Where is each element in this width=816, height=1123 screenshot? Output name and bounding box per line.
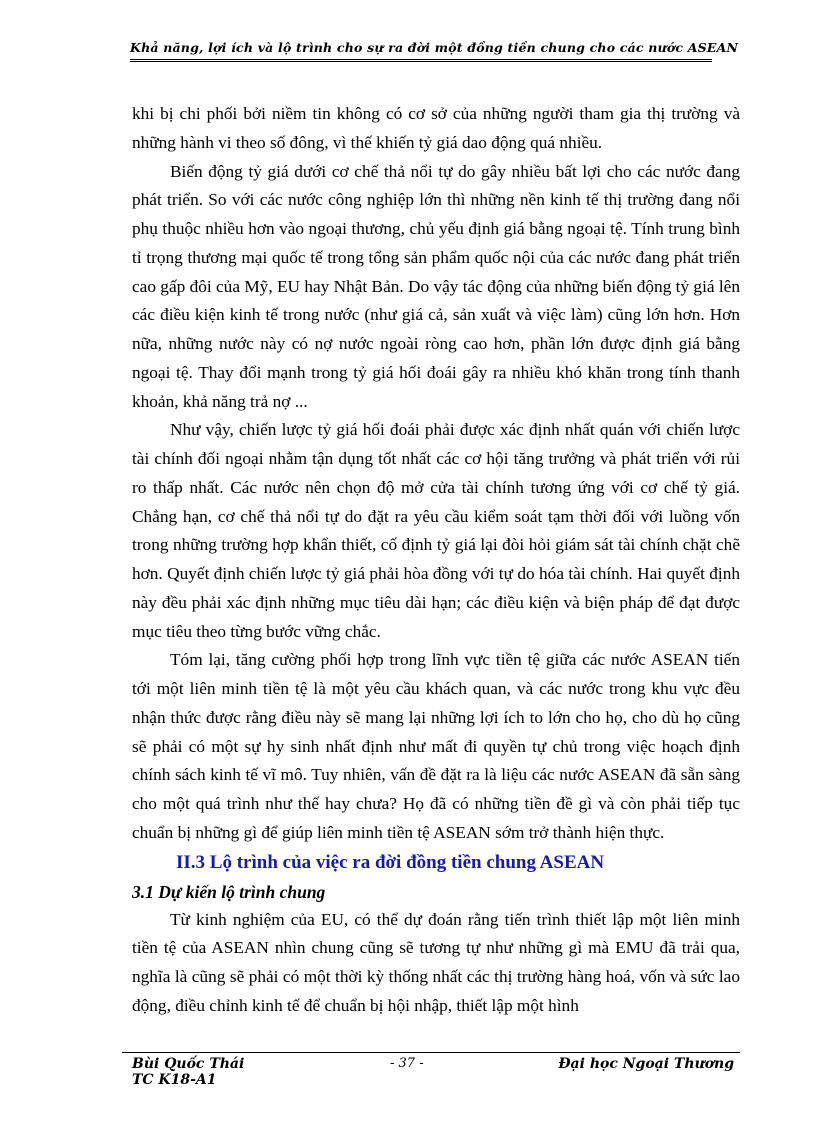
- document-body: [132, 100, 740, 1021]
- footer-class: TC K18-A1: [132, 1072, 217, 1088]
- section-heading: II.3 Lộ trình của việc ra đời đồng tiền chung ASEAN: [176, 851, 605, 873]
- paragraph-exchange-rate-strategy: Như vậy, chiến lược tỷ giá hối đoái phải được xác định nhất quán với chiến lược tài chính đối ngoại nhằm tận dụng tốt nhất các cơ hội tăng trưởng và phát triển với rủi ro thấp nhất. Các nước nên chọn độ mở cửa tài chính tương ứng với cơ chế tỷ giá. Chẳng hạn, cơ chế thả nổi tự do đặt ra yêu cầu kiểm soát tạm thời đối với luồng vốn trong những trường hợp khẩn thiết, cố định tỷ giá lại đòi hỏi giám sát tài chính chặt chẽ hơn. Quyết định chiến lược tỷ giá phải hòa đồng với tự do hóa tài chính. Hai quyết định này đều phải xác định những mục tiêu dài hạn; các điều kiện và biện pháp để đạt được mục tiêu theo từng bước vững chắc.: [132, 420, 740, 641]
- subsection-heading: 3.1 Dự kiến lộ trình chung: [132, 881, 326, 902]
- footer-author: Bùi Quốc Thái: [132, 1056, 245, 1072]
- paragraph-conclusion: Tóm lại, tăng cường phối hợp trong lĩnh vực tiền tệ giữa các nước ASEAN tiến tới một liên minh tiền tệ là một yêu cầu khách quan, và các nước trong khu vực đều nhận thức được rằng điều này sẽ mang lại những lợi ích to lớn cho họ, cho dù họ cũng sẽ phải có một sự hy sinh nhất định như mất đi quyền tự chủ trong việc hoạch định chính sách kinh tế vĩ mô. Tuy nhiên, vấn đề đặt ra là liệu các nước ASEAN đã sẵn sàng cho một quá trình như thế hay chưa? Họ đã có những tiền đề gì và còn phải tiếp tục chuẩn bị những gì để giúp liên minh tiền tệ ASEAN sớm trở thành hiện thực.: [132, 650, 740, 842]
- footer-divider: [122, 1052, 740, 1053]
- footer-author-block: [132, 1056, 244, 1088]
- paragraph-continuation: khi bị chi phối bởi niềm tin không có cơ sở của những người tham gia thị trường và những hành vi theo số đông, vì thế khiến tỷ giá dao động quá nhiều.: [132, 104, 740, 152]
- footer-school: Đại học Ngoại Thương: [558, 1056, 734, 1072]
- paragraph-roadmap: Từ kinh nghiệm của EU, có thể dự đoán rằng tiến trình thiết lập một liên minh tiền tệ của ASEAN nhìn chung cũng sẽ tương tự như những gì mà EMU đã trải qua, nghĩa là cũng sẽ phải có một thời kỳ thống nhất các thị trường hàng hoá, vốn và sức lao động, điều chỉnh kinh tế để chuẩn bị hội nhập, thiết lập một hình: [132, 909, 740, 1015]
- paragraph-exchange-rate-volatility: Biến động tỷ giá dưới cơ chế thả nổi tự do gây nhiều bất lợi cho các nước đang phát triển. So với các nước công nghiệp lớn thì những nền kinh tế thị trường đang nổi phụ thuộc nhiều hơn vào ngoại thương, chủ yếu định giá bằng ngoại tệ. Tính trung bình tỉ trọng thương mại quốc tế trong tổng sản phẩm quốc nội của các nước đang phát triển cao gấp đôi của Mỹ, EU hay Nhật Bản. Do vậy tác động của những biến động tỷ giá lên các điều kiện kinh tế trong nước (như giá cả, sản xuất và việc làm) cũng lớn hơn. Hơn nữa, những nước này có nợ nước ngoài ròng cao hơn, phần lớn được định giá bằng ngoại tệ. Thay đổi mạnh trong tỷ giá hối đoái gây ra nhiều khó khăn trong tính thanh khoản, khả năng trả nợ ...: [132, 161, 740, 411]
- page-header: [130, 40, 739, 62]
- page-footer: [122, 1052, 740, 1092]
- page-number: - 37 -: [390, 1056, 424, 1071]
- header-title: Khả năng, lợi ích và lộ trình cho sự ra đời một đồng tiền chung cho các nước ASEAN: [130, 40, 739, 55]
- header-divider: [130, 59, 712, 62]
